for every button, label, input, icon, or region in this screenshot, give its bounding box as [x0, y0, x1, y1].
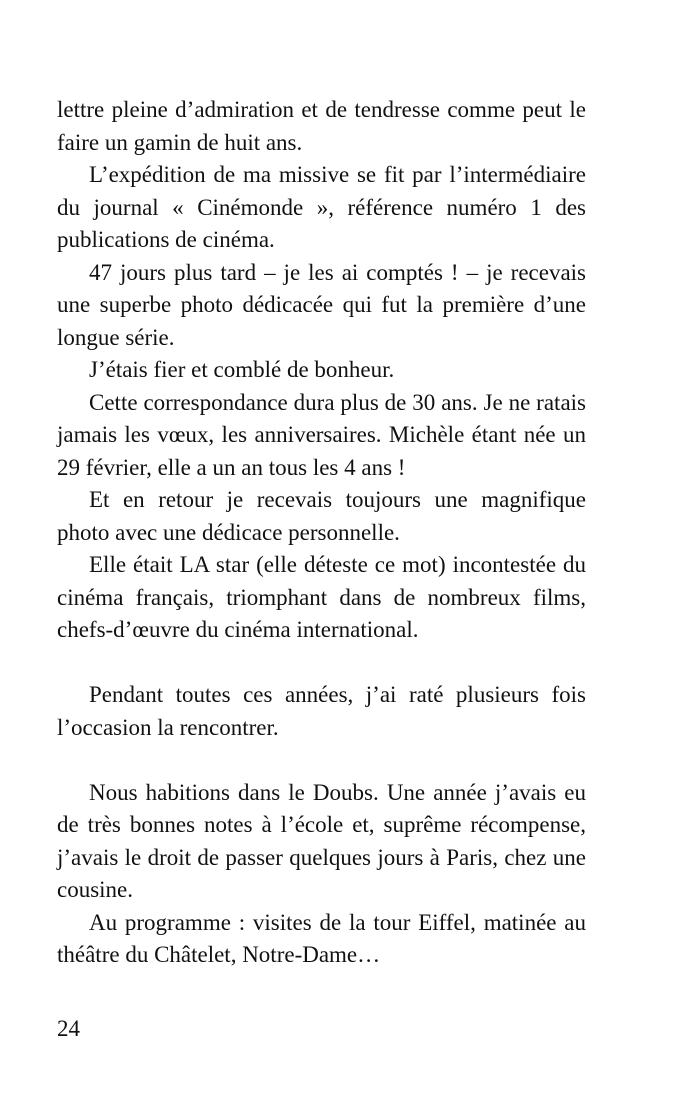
paragraph-47-days: 47 jours plus tard – je les ai comptés ! – je recevais une superbe photo dédicacée qui fut la première d’une longue série. — [57, 259, 586, 350]
paragraph-doubs: Nous habitions dans le Doubs. Une année j’avais eu de très bonnes notes à l’école et, suprême récompense, j’avais le droit de passer quelques jours à Paris, chez une cousine. — [57, 779, 586, 902]
paragraph-star: Elle était LA star (elle déteste ce mot) incontestée du cinéma français, triomphant dans de nombreux films, chefs-d’œuvre du cinéma international. — [57, 552, 586, 642]
paragraph-proud: J’étais fier et comblé de bonheur. — [89, 357, 395, 382]
paragraph-missive: L’expédition de ma missive se fit par l’intermédiaire du journal « Cinémonde », référence numéro 1 des publications de cinéma. — [57, 162, 586, 252]
page-body — [57, 94, 586, 972]
paragraph-continued-letter: lettre pleine d’admiration et de tendresse comme peut le faire un gamin de huit ans. — [57, 97, 586, 155]
paragraph-photo-return: Et en retour je recevais toujours une magnifique photo avec une dédicace personnelle. — [57, 487, 586, 545]
page-number: 24 — [57, 1016, 80, 1041]
paragraph-programme: Au programme : visites de la tour Eiffel, matinée au théâtre du Châtelet, Notre-Dame… — [57, 909, 586, 967]
paragraph-missed-meeting: Pendant toutes ces années, j’ai raté plusieurs fois l’occasion la rencontrer. — [57, 682, 586, 740]
paragraph-correspondence: Cette correspondance dura plus de 30 ans. Je ne ratais jamais les vœux, les anniversaires. Michèle étant née un 29 février, elle a un an tous les 4 ans ! — [57, 389, 586, 480]
